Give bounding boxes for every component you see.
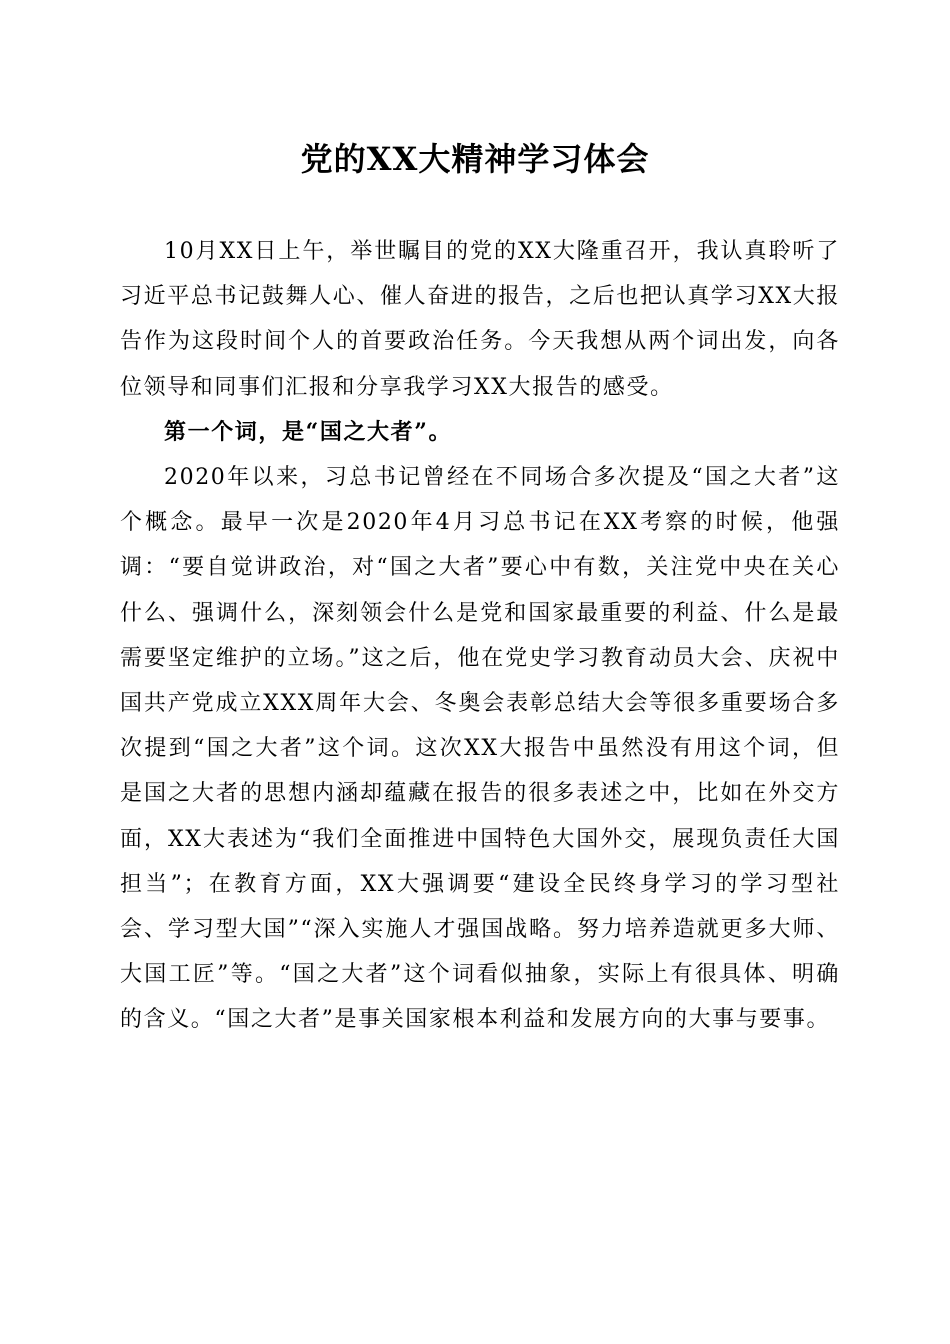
document-title: 党的XX大精神学习体会 (300, 140, 650, 178)
intro-paragraph: 10月XX日上午，举世瞩目的党的XX大隆重召开，我认真聆听了习近平总书记鼓舞人心、催人奋进的报告，之后也把认真学习XX大报告作为这段时间个人的首要政治任务。今天我想从两个词出发，向各位领导和同事们汇报和分享我学习XX大报告的感受。 (120, 239, 840, 400)
section-heading-paragraph: 第一个词，是“国之大者”。 (164, 418, 453, 445)
body-paragraph: 2020年以来，习总书记曾经在不同场合多次提及“国之大者”这个概念。最早一次是2020年4月习总书记在XX考察的时候，他强调：“要自觉讲政治，对“国之大者”要心中有数，关注党中央在关心什么、强调什么，深刻领会什么是党和国家最重要的利益、什么是最需要坚定维护的立场。”这之后，他在党史学习教育动员大会、庆祝中国共产党成立XXX周年大会、冬奥会表彰总结大会等很多重要场合多次提到“国之大者”这个词。这次XX大报告中虽然没有用这个词，但是国之大者的思想内涵却蕴藏在报告的很多表述之中，比如在外交方面，XX大表述为“我们全面推进中国特色大国外交，展现负责任大国担当”；在教育方面，XX大强调要“建设全民终身学习的学习型社会、学习型大国”“深入实施人才强国战略。努力培养造就更多大师、大国工匠”等。“国之大者”这个词看似抽象，实际上有很具体、明确的含义。“国之大者”是事关国家根本利益和发展方向的大事与要事。 (120, 465, 840, 1033)
document-body (120, 229, 840, 1043)
